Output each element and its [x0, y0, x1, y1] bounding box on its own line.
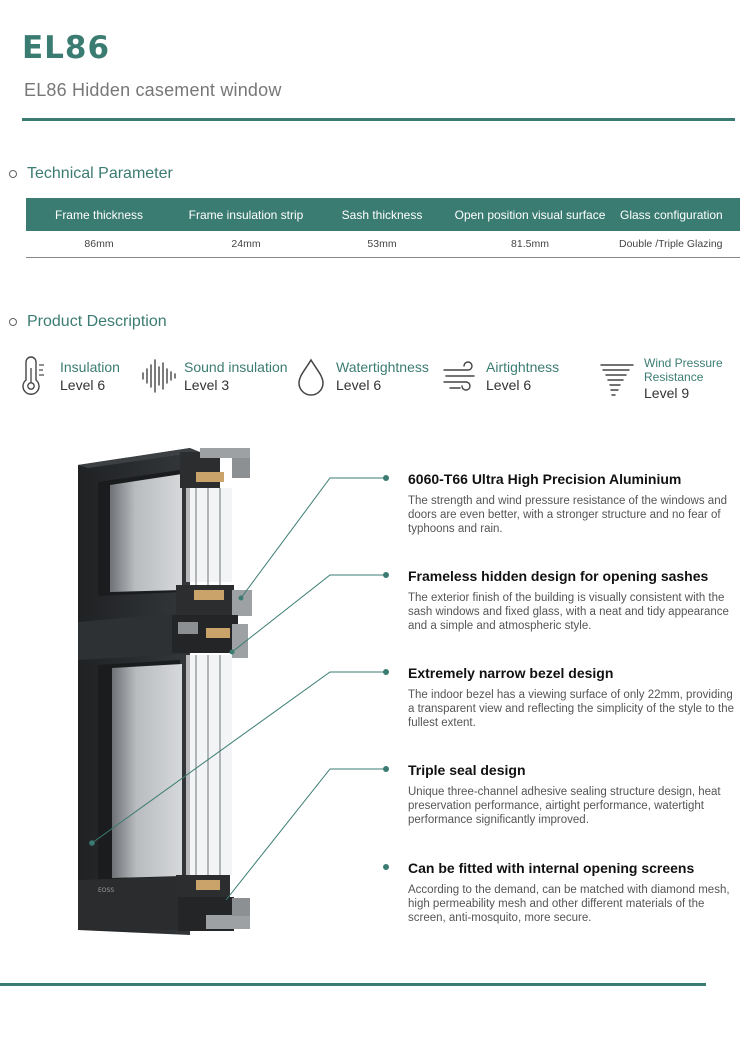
footer-divider	[0, 983, 706, 986]
table-cell: 24mm	[231, 238, 261, 250]
feature-name: Wind Pressure Resistance	[644, 356, 723, 384]
feature-name: Sound insulation	[184, 358, 288, 375]
table-cell: Double /Triple Glazing	[619, 238, 723, 250]
feature-name: Watertightness	[336, 358, 429, 375]
detail-title: Frameless hidden design for opening sashes	[408, 568, 709, 584]
feature-level: Level 6	[336, 376, 382, 393]
feature-level: Level 6	[60, 376, 106, 393]
detail-body: According to the demand, can be matched with diamond mesh, high permeability mesh and other different materials of the screen, anti-mosquito, more secure.	[408, 884, 730, 924]
header-divider	[22, 118, 735, 121]
thermometer-icon	[16, 356, 54, 396]
detail-frameless-sash	[408, 567, 738, 633]
el86-logo	[22, 30, 122, 64]
feature-airtightness	[442, 356, 559, 396]
detail-title: Can be fitted with internal opening screens	[408, 860, 695, 876]
detail-internal-screens	[408, 859, 738, 925]
wind-icon	[442, 356, 480, 396]
sound-wave-icon	[140, 356, 178, 396]
feature-level: Level 3	[184, 376, 230, 393]
table-header-cell: Frame insulation strip	[188, 207, 304, 222]
table-header-cell: Open position visual surface	[454, 207, 606, 222]
feature-watertightness	[292, 356, 429, 396]
circle-bullet-icon	[9, 318, 17, 326]
table-header-row	[26, 198, 740, 231]
technical-parameter-table	[26, 198, 740, 258]
feature-level: Level 6	[486, 376, 532, 393]
water-drop-icon	[292, 356, 330, 396]
detail-body: The exterior finish of the building is visually consistent with the sash windows and fixed glass, with a neat and tidy appearance and a simple and atmospheric style.	[408, 592, 729, 632]
detail-title: Triple seal design	[408, 762, 526, 778]
table-row	[26, 231, 740, 258]
feature-name: Insulation	[60, 358, 120, 375]
detail-title: Extremely narrow bezel design	[408, 665, 614, 681]
table-cell: 81.5mm	[511, 238, 549, 250]
window-profile-illustration	[0, 440, 400, 960]
detail-narrow-bezel	[408, 664, 738, 730]
detail-title: 6060-T66 Ultra High Precision Aluminium	[408, 471, 682, 487]
page-subtitle: EL86 Hidden casement window	[24, 80, 282, 100]
feature-name: Airtightness	[486, 358, 560, 375]
table-header-cell: Frame thickness	[54, 207, 144, 222]
table-header-cell: Sash thickness	[341, 207, 423, 222]
feature-sound-insulation	[140, 356, 288, 396]
detail-body: Unique three-channel adhesive sealing structure design, heat preservation performance, airtight performance, watertight performance significantly improved.	[408, 786, 721, 826]
technical-parameter-heading: Technical Parameter	[9, 165, 173, 183]
feature-level: Level 9	[644, 385, 690, 401]
detail-body: The indoor bezel has a viewing surface of only 22mm, providing a transparent view and reflecting the simplicity of the style to the fullest extent.	[408, 689, 734, 729]
detail-body: The strength and wind pressure resistance of the windows and doors are even better, with a stronger structure and no fear of typhoons and rain.	[408, 495, 727, 535]
detail-triple-seal	[408, 761, 738, 827]
table-cell: 53mm	[367, 238, 397, 250]
product-description-heading: Product Description	[9, 313, 167, 331]
table-header-cell: Glass configuration	[620, 207, 723, 222]
feature-insulation	[16, 356, 120, 396]
tornado-icon	[598, 359, 638, 399]
circle-bullet-icon	[9, 170, 17, 178]
table-cell: 86mm	[84, 238, 114, 250]
feature-wind-pressure	[598, 356, 730, 402]
svg-text:EL86: EL86	[22, 30, 111, 64]
detail-aluminium	[408, 470, 738, 536]
profile-section-top	[180, 448, 250, 585]
eoss-brand-mark: EOSS	[98, 887, 115, 894]
